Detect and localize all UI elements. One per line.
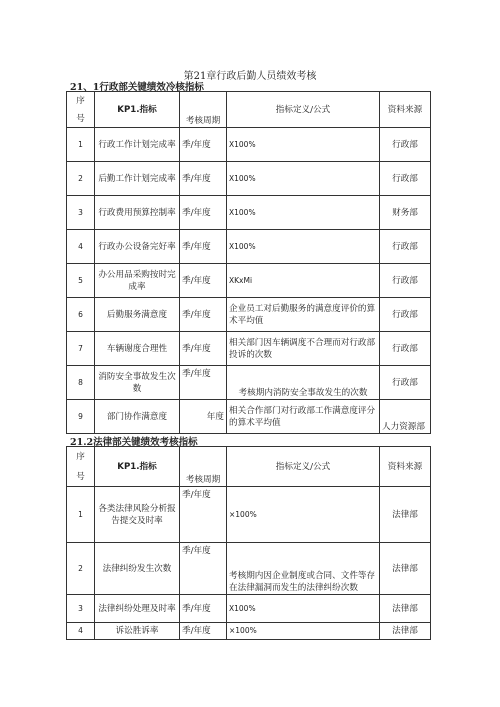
row-number: 3: [67, 196, 95, 230]
period: 季/年度: [180, 196, 227, 230]
period: 季/年度: [180, 332, 227, 366]
header-source: 资料来源: [380, 92, 431, 128]
header-seq: [67, 92, 95, 128]
source: 行政部: [380, 162, 431, 196]
admin-kpi-table: [66, 91, 431, 434]
header-kpi: KP1.指标: [95, 92, 180, 128]
source: 法律部: [380, 487, 431, 543]
formula: 相关合作部门对行政部工作满意度评分的算术平均值: [227, 400, 380, 434]
source: 行政部: [380, 230, 431, 264]
formula: 企业员工对后勤服务的满意度评价的算术平均值: [227, 298, 380, 332]
formula: X100%: [227, 128, 380, 162]
source: 行政部: [380, 298, 431, 332]
table-row: [67, 595, 431, 623]
table-row: [67, 487, 431, 543]
table-row: [67, 332, 431, 366]
header-seq-bottom: 号: [76, 113, 85, 124]
row-number: 6: [67, 298, 95, 332]
row-number: 2: [67, 543, 95, 595]
document-title: 第21章行政后勤人员绩效考核: [183, 71, 317, 82]
period: 季/年度: [180, 623, 227, 640]
source: 行政部: [380, 264, 431, 298]
kpi-name: 车辆谢度合理性: [95, 332, 180, 366]
formula: X100%: [227, 196, 380, 230]
legal-kpi-table: [66, 446, 431, 640]
source: 法律部: [380, 543, 431, 595]
header-seq-top: 序: [76, 95, 85, 106]
period: 季/年度: [180, 366, 227, 400]
table-row: [67, 264, 431, 298]
row-number: 9: [67, 400, 95, 434]
table-row: [67, 400, 431, 434]
header-source: 资料来源: [380, 447, 431, 487]
kpi-name: 后勤工作计划完成率: [95, 162, 180, 196]
formula: 考核期内因企业制度或合同、文件等存在法律漏洞而发生的法律纠纷次数: [227, 543, 380, 595]
source: 法律部: [380, 623, 431, 640]
header-seq: [67, 447, 95, 487]
table-row: [67, 230, 431, 264]
table-row: [67, 128, 431, 162]
formula: X100%: [227, 595, 380, 623]
table-row: [67, 196, 431, 230]
period: 季/年度: [180, 543, 227, 595]
formula: ×100%: [227, 487, 380, 543]
row-number: 5: [67, 264, 95, 298]
header-formula: 指标定义/公式: [227, 92, 380, 128]
kpi-name: 行政工作计划完成率: [95, 128, 180, 162]
kpi-name: 诉讼胜诉率: [95, 623, 180, 640]
period: 季/年度: [180, 298, 227, 332]
header-period: 考核周期: [180, 447, 227, 487]
table-row: [67, 162, 431, 196]
kpi-name: 部门协作满意度: [95, 400, 180, 434]
header-formula: 指标定义/公式: [227, 447, 380, 487]
kpi-name: 办公用品采购按时完成率: [95, 264, 180, 298]
period: 季/年度: [180, 487, 227, 543]
table-row: [67, 366, 431, 400]
row-number: 7: [67, 332, 95, 366]
header-period: 考核周期: [180, 92, 227, 128]
section2-heading: 21.2法律部关键绩效考核指标: [70, 437, 198, 448]
source: 财务部: [380, 196, 431, 230]
row-number: 3: [67, 595, 95, 623]
row-number: 2: [67, 162, 95, 196]
row-number: 8: [67, 366, 95, 400]
formula: X100%: [227, 230, 380, 264]
row-number: 4: [67, 230, 95, 264]
source: 法律部: [380, 595, 431, 623]
formula: ×100%: [227, 623, 380, 640]
source: 人力资源部: [380, 400, 431, 434]
period: 季/年度: [180, 162, 227, 196]
kpi-name: 后勤服务满意度: [95, 298, 180, 332]
kpi-name: 法律纠纷处理及时率: [95, 595, 180, 623]
period: 季/年度: [180, 128, 227, 162]
formula: 考核期内消防安全事故发生的次数: [227, 366, 380, 400]
formula: XKxMi: [227, 264, 380, 298]
period: 季/年度: [180, 230, 227, 264]
kpi-name: 各类法律风险分析报告提交及时率: [95, 487, 180, 543]
source: 行政部: [380, 128, 431, 162]
header-seq-top: 序: [76, 451, 85, 462]
period: 季/年度: [180, 595, 227, 623]
header-kpi: KP1.指标: [95, 447, 180, 487]
source: 行政部: [380, 366, 431, 400]
kpi-name: 行政办公设备完好率: [95, 230, 180, 264]
row-number: 4: [67, 623, 95, 640]
table-row: [67, 298, 431, 332]
period: 年度: [180, 400, 227, 434]
row-number: 1: [67, 128, 95, 162]
row-number: 1: [67, 487, 95, 543]
section1-heading: 21、1行政部关键绩效冷核指标: [70, 82, 204, 93]
source: 行政部: [380, 332, 431, 366]
kpi-name: 行政费用预算控制率: [95, 196, 180, 230]
table-header-row: [67, 447, 431, 487]
formula: X100%: [227, 162, 380, 196]
formula: 相关部门因车辆调度不合理而对行政部投诉的次数: [227, 332, 380, 366]
kpi-name: 消防安全事故发生次数: [95, 366, 180, 400]
kpi-name: 法律纠纷发生次数: [95, 543, 180, 595]
header-seq-bottom: 号: [76, 471, 85, 482]
table-row: [67, 543, 431, 595]
table-row: [67, 623, 431, 640]
table-header-row: [67, 92, 431, 128]
period: 季/年度: [180, 264, 227, 298]
